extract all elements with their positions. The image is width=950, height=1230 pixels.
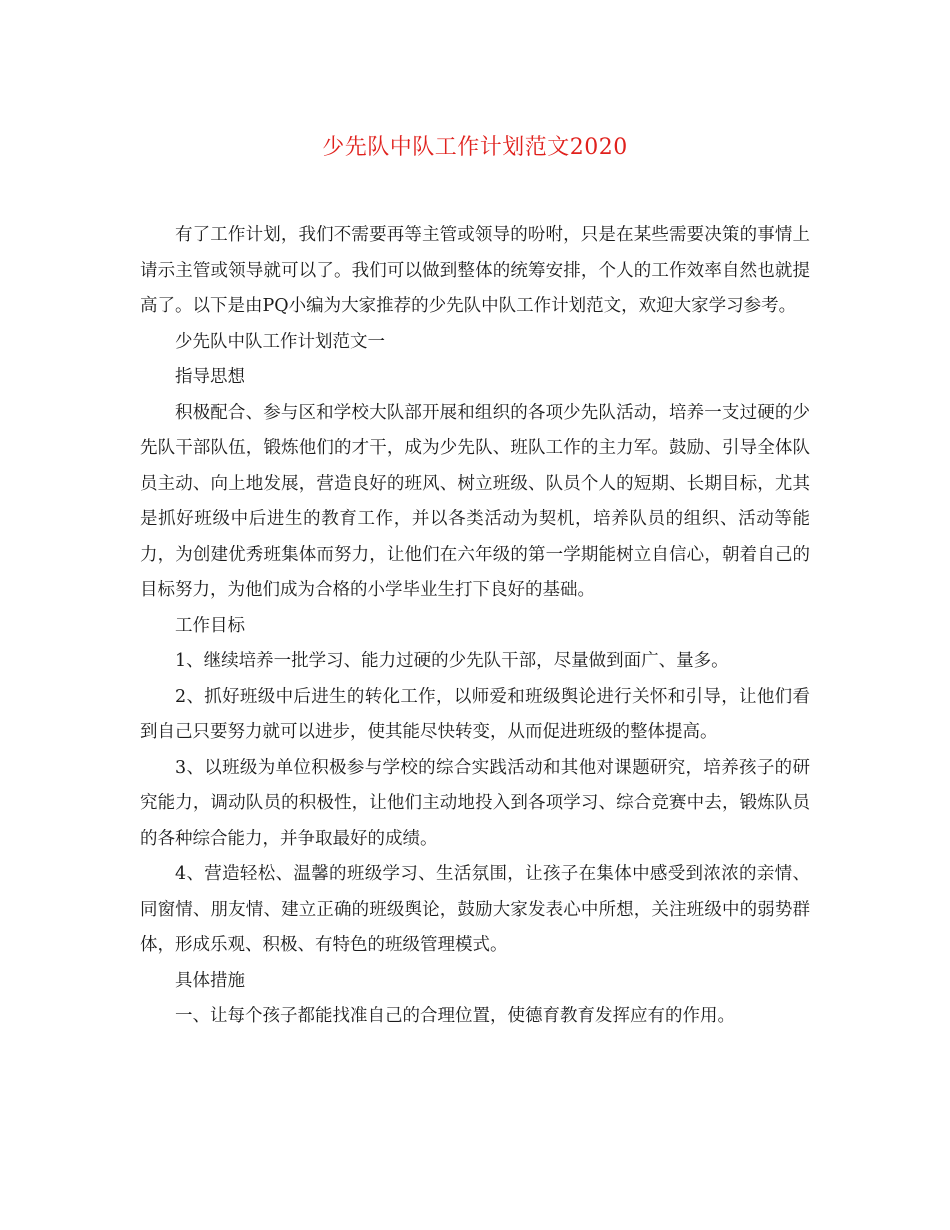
guiding-paragraph: 积极配合、参与区和学校大队部开展和组织的各项少先队活动，培养一支过硬的少先队干部队伍，锻炼他们的才干，成为少先队、班队工作的主力军。鼓励、引导全体队员主动、向上地发展，营造良好的班风、树立班级、队员个人的短期、长期目标，尤其是抓好班级中后进生的教育工作，并以各类活动为契机，培养队员的组织、活动等能力，为创建优秀班集体而努力，让他们在六年级的第一学期能树立自信心，朝着自己的目标努力，为他们成为合格的小学毕业生打下良好的基础。 bbox=[140, 402, 810, 600]
intro-paragraph: 有了工作计划，我们不需要再等主管或领导的吩咐，只是在某些需要决策的事情上请示主管或领导就可以了。我们可以做到整体的统筹安排，个人的工作效率自然也就提高了。以下是由PQ小编为大家推荐的少先队中队工作计划范文，欢迎大家学习参考。 bbox=[140, 225, 810, 316]
goal-item: 4、营造轻松、温馨的班级学习、生活氛围，让孩子在集体中感受到浓浓的亲情、同窗情、朋友情、建立正确的班级舆论，鼓励大家发表心中所想，关注班级中的弱势群体，形成乐观、积极、有特色的班级管理模式。 bbox=[140, 864, 810, 955]
document-title: 少先队中队工作计划范文2020 bbox=[322, 135, 628, 160]
guiding-heading: 指导思想 bbox=[175, 367, 245, 387]
measures-heading: 具体措施 bbox=[175, 970, 245, 991]
goal-item: 3、以班级为单位积极参与学校的综合实践活动和其他对课题研究，培养孩子的研究能力，调动队员的积极性，让他们主动地投入到各项学习、综合竞赛中去，锻炼队员的各种综合能力，并争取最好的成绩。 bbox=[140, 757, 810, 849]
goals-heading: 工作目标 bbox=[175, 615, 245, 636]
goal-item: 2、抓好班级中后进生的转化工作，以师爱和班级舆论进行关怀和引导，让他们看到自己只要努力就可以进步，使其能尽快转变，从而促进班级的整体提高。 bbox=[140, 686, 810, 742]
document-body bbox=[140, 218, 810, 1035]
goal-item: 1、继续培养一批学习、能力过硬的少先队干部，尽量做到面广、量多。 bbox=[175, 651, 729, 671]
measure-item: 一、让每个孩子都能找准自己的合理位置，使德育教育发挥应有的作用。 bbox=[175, 1006, 735, 1026]
section-title: 少先队中队工作计划范文一 bbox=[175, 331, 385, 352]
